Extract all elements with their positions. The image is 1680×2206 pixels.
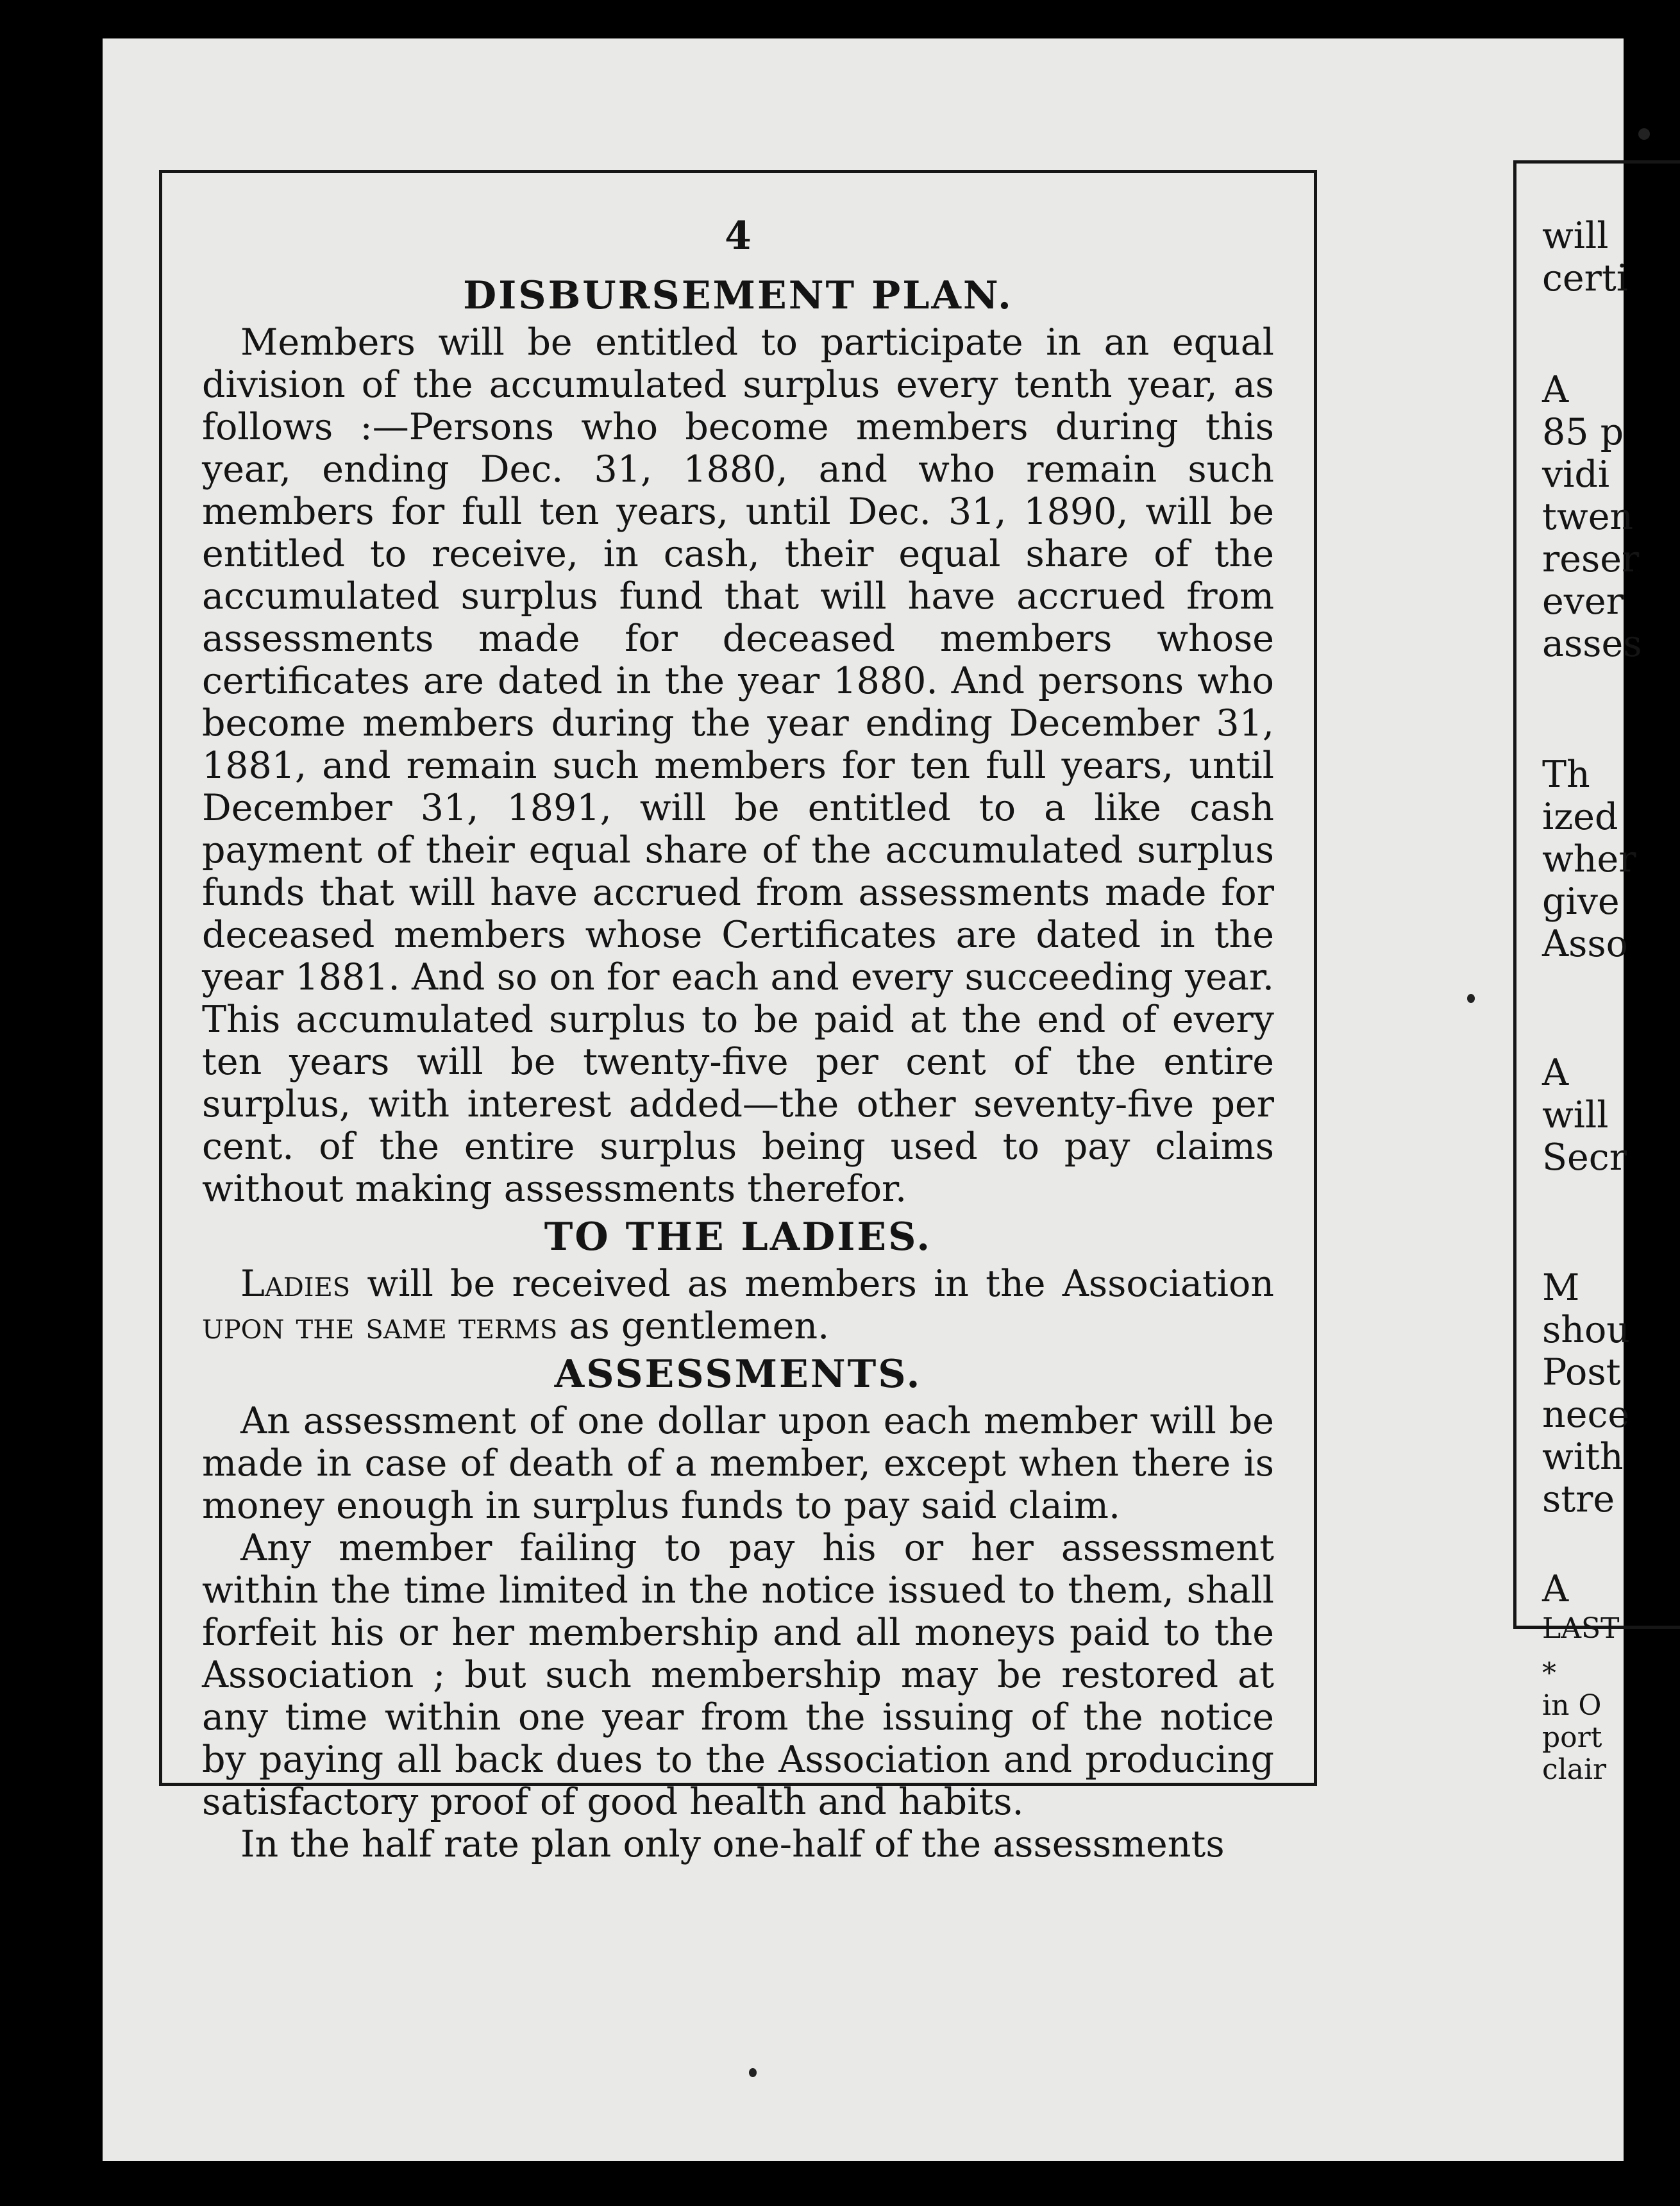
right-page-fragment: certi xyxy=(1542,257,1629,299)
ladies-paragraph xyxy=(202,1263,1274,1347)
right-page-fragment: Secr xyxy=(1542,1136,1627,1179)
right-page-fragment: will xyxy=(1542,1094,1609,1136)
right-page-fragment: in O xyxy=(1542,1689,1602,1722)
right-page-fragment: Th xyxy=(1542,754,1590,796)
left-page-content xyxy=(202,215,1274,1865)
right-page-fragment: M xyxy=(1542,1267,1580,1309)
right-page-fragment: vidi xyxy=(1542,453,1610,496)
left-page-frame xyxy=(159,170,1317,1865)
same-terms-phrase: upon the same terms xyxy=(202,1305,558,1347)
right-page-fragment: LAST xyxy=(1542,1612,1620,1645)
right-page-fragment: shou xyxy=(1542,1309,1630,1351)
disbursement-paragraph: Members will be entitled to participate in an equal division of the accumulated surplus every tenth year, as follows :—Persons who become members during this year, ending Dec. 31, 1880, and who remain such members for full ten years, until Dec. 31, 1890, will be entitled to receive, in cash, their equal share of the accumulated surplus fund that will have accrued from assessments made for deceased members whose certificates are dated in the year 1880. And persons who become members during the year ending December 31, 1881, and remain such members for ten full years, until December 31, 1891, will be entitled to a like cash payment of their equal share of the accumulated surplus funds that will have accrued from assessments made for deceased members whose Certificates are dated in the year 1881. And so on for each and every succeeding year. This accumulated surplus to be paid at the end of every ten years will be twenty-five per cent of the entire surplus, with interest added—the other seventy-five per cent. of the entire surplus being used to pay claims without making assessments therefor. xyxy=(202,321,1274,1210)
page-number: 4 xyxy=(725,214,752,258)
ink-speck xyxy=(1467,994,1475,1003)
right-page-fragment: ized xyxy=(1542,796,1618,838)
right-page-fragment: port xyxy=(1542,1721,1602,1754)
right-page-fragment: ever xyxy=(1542,580,1624,623)
right-page-fragment: 85 p xyxy=(1542,411,1624,453)
heading-assessments: ASSESSMENTS. xyxy=(554,1352,922,1397)
ladies-text-1: will be received as members in the Association xyxy=(350,1263,1274,1305)
right-page-fragment: stre xyxy=(1542,1478,1615,1520)
right-page-fragment: wher xyxy=(1542,838,1636,880)
heading-to-the-ladies: TO THE LADIES. xyxy=(544,1215,932,1259)
right-page-fragment: will xyxy=(1542,215,1609,257)
scanned-page xyxy=(103,38,1642,2161)
right-page-fragment: A xyxy=(1542,369,1569,411)
right-page-fragment: with xyxy=(1542,1436,1624,1478)
right-page-fragment: nece xyxy=(1542,1393,1630,1436)
right-page-frame xyxy=(1513,160,1680,1786)
right-page-fragment: clair xyxy=(1542,1753,1607,1786)
right-page-fragment: A xyxy=(1542,1052,1569,1094)
assessments-paragraph-1: An assessment of one dollar upon each member will be made in case of death of a member, except when there is money enough in surplus funds to pay said claim. xyxy=(202,1400,1274,1527)
assessments-paragraph-2: Any member failing to pay his or her assessment within the time limited in the notice issued to them, shall forfeit his or her membership and all moneys paid to the Association ; but such membership may be restored at any time within one year from the issuing of the notice by paying all back dues to the Association and producing satisfactory proof of good health and habits. xyxy=(202,1527,1274,1823)
ladies-text-2: as gentlemen. xyxy=(557,1305,830,1347)
right-page-fragment: reser xyxy=(1542,538,1640,580)
right-page-fragment: A xyxy=(1542,1568,1569,1610)
right-page-fragment: Asso xyxy=(1542,923,1628,965)
right-page-fragment: twen xyxy=(1542,496,1634,538)
assessments-paragraph-3: In the half rate plan only one-half of the assessments xyxy=(240,1823,1225,1865)
ladies-word: Ladies xyxy=(240,1263,351,1305)
right-page-fragment: give xyxy=(1542,880,1620,923)
right-page-fragment: * xyxy=(1542,1657,1556,1690)
ink-speck xyxy=(1638,128,1650,140)
right-page-fragment: asses xyxy=(1542,623,1642,665)
right-page-fragment: Post xyxy=(1542,1351,1621,1393)
ink-speck xyxy=(749,2068,757,2077)
heading-disbursement-plan: DISBURSEMENT PLAN. xyxy=(463,273,1013,318)
